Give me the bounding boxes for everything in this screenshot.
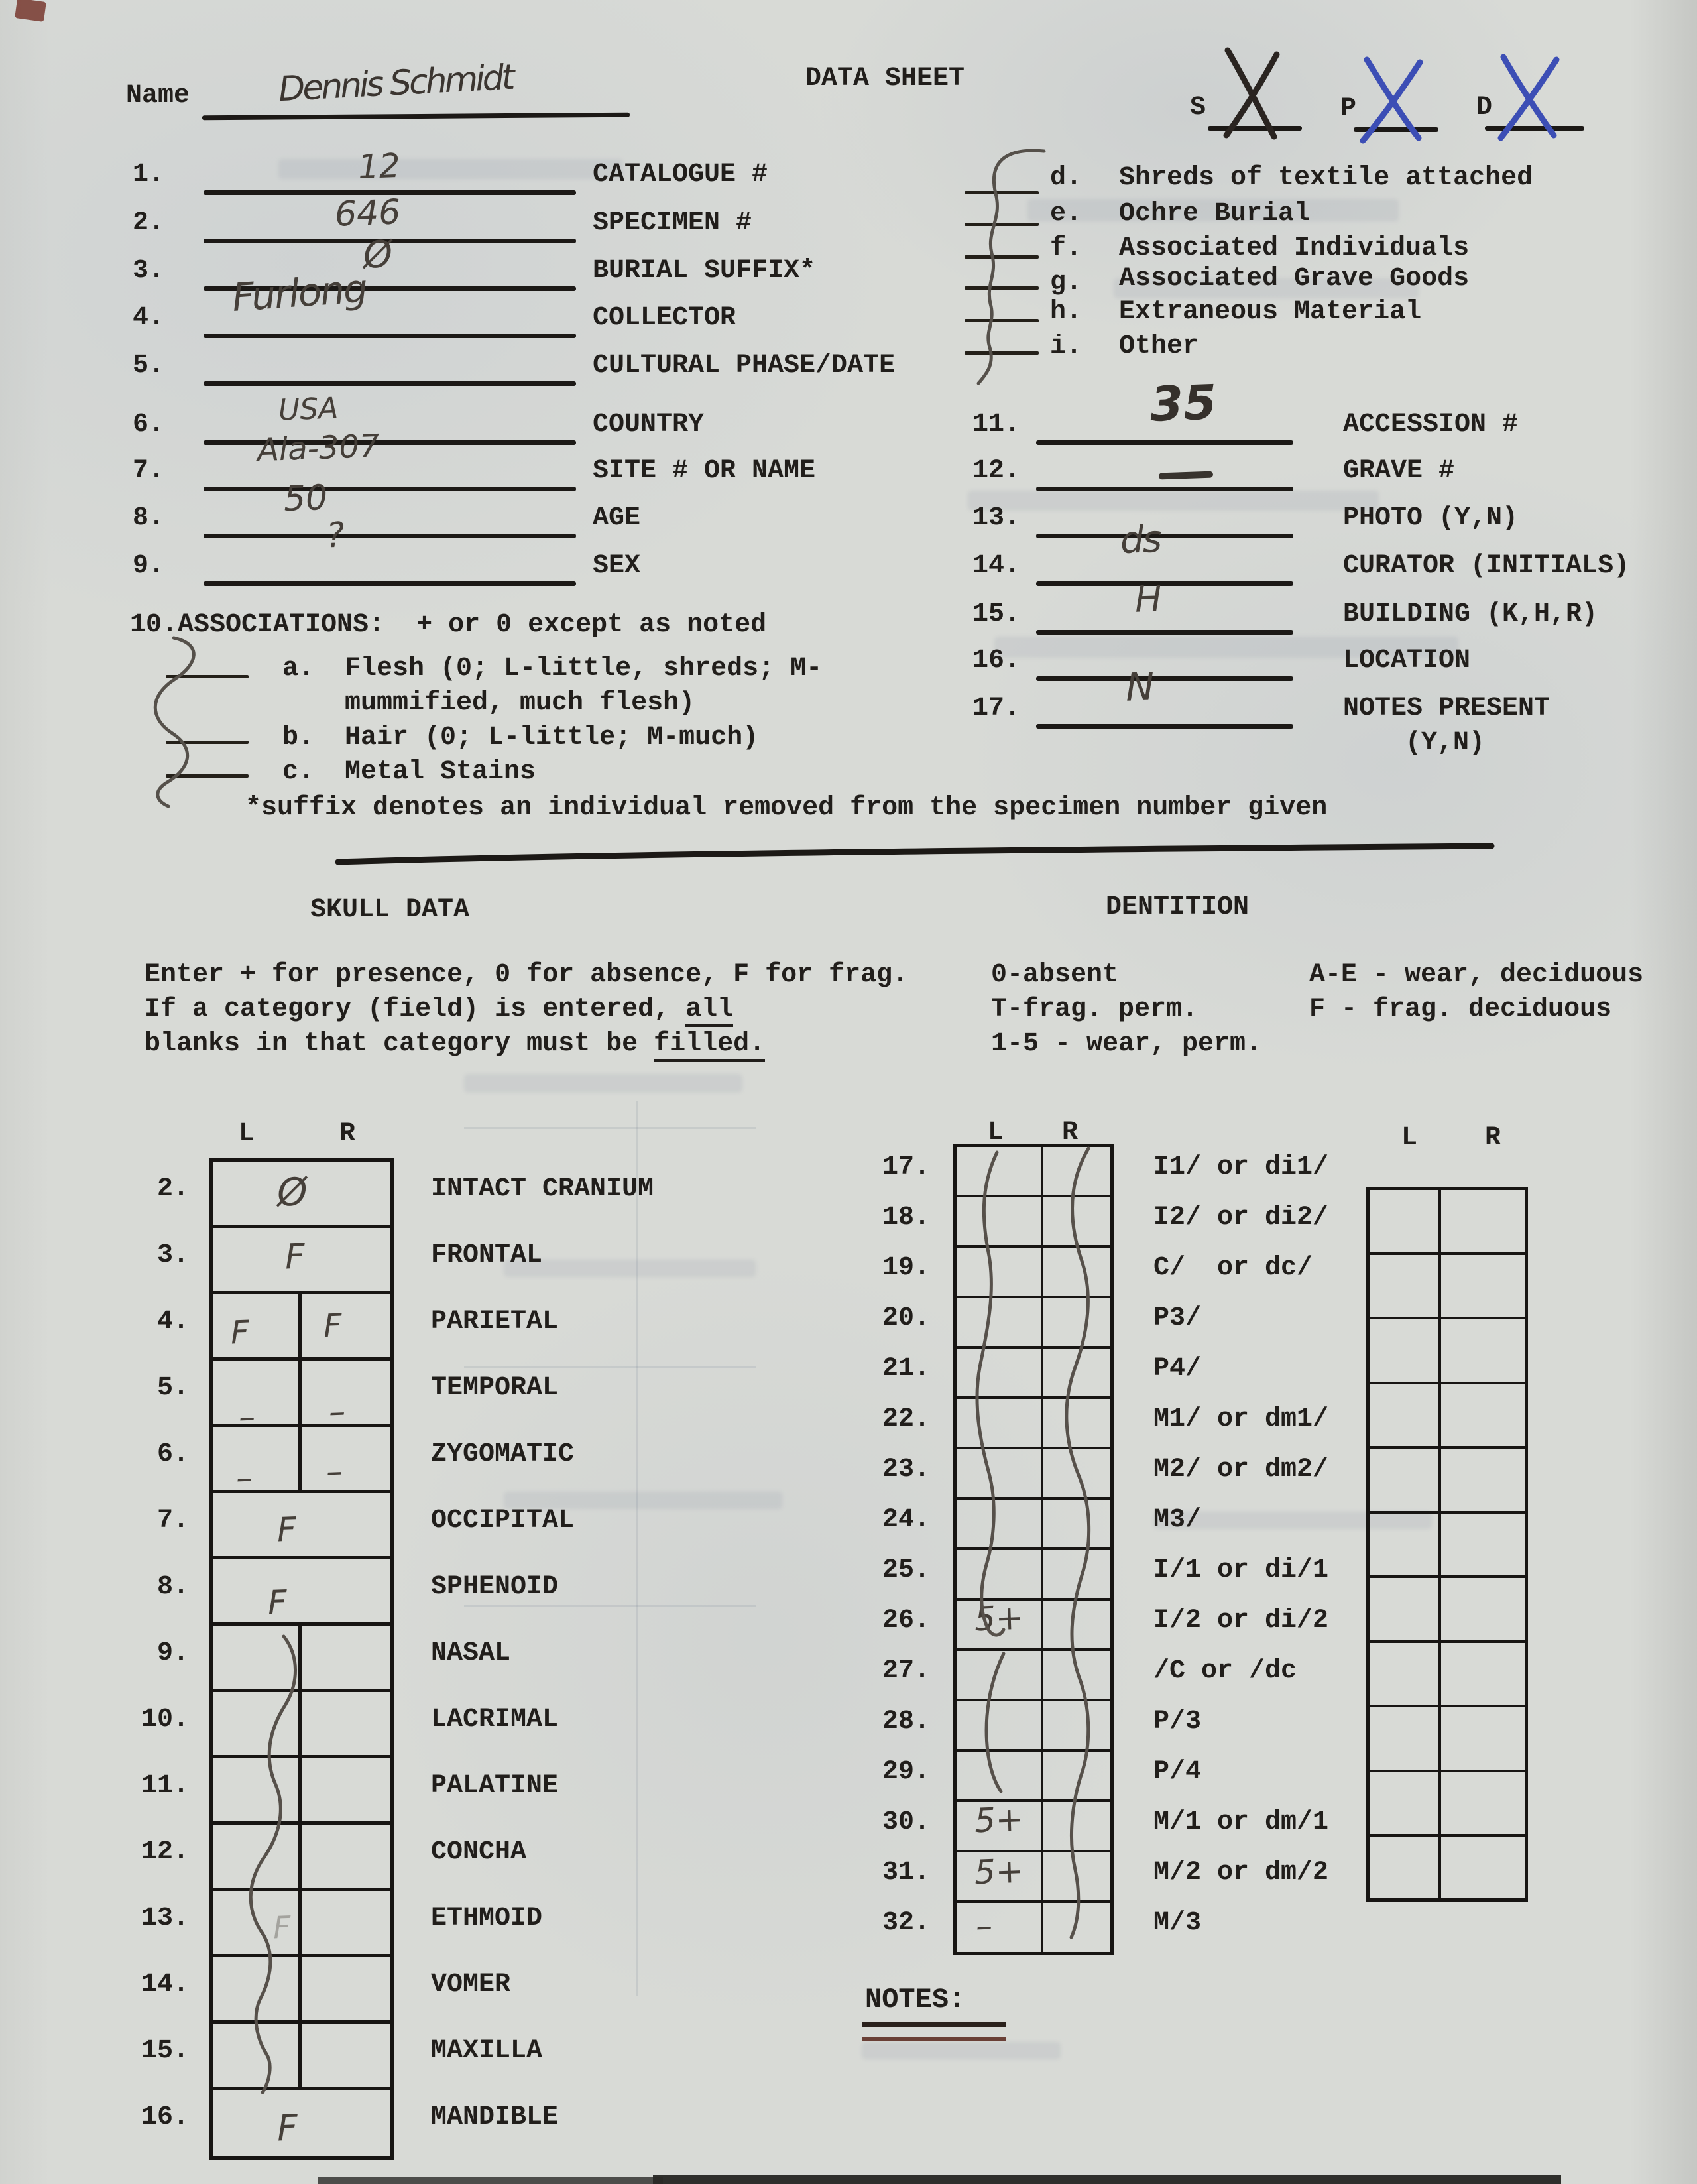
field-value-handwritten: 646 xyxy=(333,192,402,235)
skull-row-label: INTACT CRANIUM xyxy=(431,1174,654,1204)
field-label: PHOTO (Y,N) xyxy=(1343,503,1519,533)
side-cell-row xyxy=(1370,1384,1525,1449)
side-cell-row xyxy=(1370,1643,1525,1708)
dentition-legend: A-E - wear, deciduous xyxy=(1309,960,1644,990)
skull-row-label: FRONTAL xyxy=(431,1241,543,1270)
skull-row-number: 7. xyxy=(156,1506,189,1536)
skull-row-label: TEMPORAL xyxy=(431,1373,559,1403)
dentition-row-label: M1/ or dm1/ xyxy=(1153,1404,1329,1434)
skull-instruction-line2 xyxy=(145,995,733,1025)
skull-cell-row xyxy=(213,1692,390,1758)
field-value-handwritten: Ala-307 xyxy=(257,427,380,469)
side-cell-row xyxy=(1370,1319,1525,1384)
assoc-label: Shreds of textile attached xyxy=(1119,163,1533,193)
dentition-row-number: 25. xyxy=(882,1555,930,1585)
field-number: 8. xyxy=(133,503,165,533)
suffix-footnote: *suffix denotes an individual removed from the specimen number given xyxy=(245,793,1328,823)
pencil-brace-a-b-c xyxy=(155,638,194,806)
skull-table xyxy=(209,1158,394,2160)
field-value-handwritten: 12 xyxy=(357,146,401,187)
dentition-row-number: 29. xyxy=(882,1757,930,1787)
skull-value-r: F xyxy=(323,1307,343,1345)
dentition-cell-row xyxy=(957,1197,1110,1248)
bleed-smudge xyxy=(862,2042,1061,2059)
field-label: CULTURAL PHASE/DATE xyxy=(593,351,896,381)
mark-p-line xyxy=(1354,127,1438,132)
skull-cell-row xyxy=(213,2090,390,2156)
dentition-cell-row xyxy=(957,1651,1110,1701)
field-label: BURIAL SUFFIX* xyxy=(593,256,816,286)
assoc-letter: i. xyxy=(1050,332,1083,361)
field-number: 2. xyxy=(133,208,165,238)
mark-d-label: D xyxy=(1476,93,1493,123)
side-cell-row xyxy=(1370,1190,1525,1255)
assoc-blank-line xyxy=(965,351,1039,355)
dentition-cell-row xyxy=(957,1701,1110,1752)
assoc-blank-line xyxy=(166,675,249,678)
dentition-row-number: 30. xyxy=(882,1807,930,1837)
dentition-row-number: 28. xyxy=(882,1707,930,1736)
skull-row-number: 13. xyxy=(141,1904,189,1933)
field-line xyxy=(1036,724,1293,729)
assoc-letter: b. xyxy=(282,723,315,753)
dentition-cell-row xyxy=(957,1550,1110,1601)
skull-value: F xyxy=(284,1237,306,1278)
field-line xyxy=(1036,487,1293,491)
assoc-letter: a. xyxy=(282,654,315,684)
assoc-letter: f. xyxy=(1050,233,1083,263)
skull-data-title: SKULL DATA xyxy=(310,895,470,925)
dentition-value-l: 5+ xyxy=(974,1598,1024,1639)
page-title: DATA SHEET xyxy=(805,64,965,93)
assoc-blank-line xyxy=(166,774,249,778)
dentition-row-number: 17. xyxy=(882,1152,930,1182)
side-cell-row xyxy=(1370,1449,1525,1514)
skull-instruction-line3 xyxy=(145,1029,765,1060)
dentition-row-labels xyxy=(1153,1144,1328,1950)
field-line xyxy=(204,534,576,538)
dentition-cell-row xyxy=(957,1349,1110,1399)
assoc-label: Ochre Burial xyxy=(1119,199,1311,229)
dentition-row-label: P/4 xyxy=(1153,1757,1202,1787)
mark-p-x-icon xyxy=(1367,60,1419,138)
field-number: 7. xyxy=(133,456,165,486)
dentition-row-label: P/3 xyxy=(1153,1707,1202,1736)
dentition-row-label: M/2 or dm/2 xyxy=(1153,1858,1329,1888)
assoc-label: Flesh (0; L-little, shreds; M- xyxy=(345,654,823,684)
skull-row-number: 5. xyxy=(156,1373,189,1403)
assoc-letter: e. xyxy=(1050,199,1083,229)
field-label: AGE xyxy=(593,503,641,533)
field-line xyxy=(1036,630,1293,635)
footnote-rule xyxy=(338,846,1492,862)
assoc-letter: g. xyxy=(1050,268,1083,298)
scan-edge-bottom xyxy=(653,2175,1561,2184)
skull-row-label: MAXILLA xyxy=(431,2036,543,2066)
field-label: COLLECTOR xyxy=(593,303,736,333)
skull-value-r: – xyxy=(327,1392,347,1431)
field-line xyxy=(1036,440,1293,445)
field-value-dash xyxy=(1159,471,1213,480)
dentition-row-number: 22. xyxy=(882,1404,930,1434)
skull-row-number: 3. xyxy=(156,1241,189,1270)
skull-value: Ø xyxy=(276,1169,308,1215)
side-table xyxy=(1366,1187,1528,1902)
assoc-blank-line xyxy=(965,191,1039,194)
skull-row-number: 14. xyxy=(141,1970,189,2000)
dentition-row-label: I/2 or di/2 xyxy=(1153,1606,1329,1636)
assoc-blank-line xyxy=(965,223,1039,226)
assoc-letter: c. xyxy=(282,757,315,787)
dentition-row-number: 23. xyxy=(882,1455,930,1485)
field-number: 6. xyxy=(133,410,165,440)
dentition-cell-row xyxy=(957,1449,1110,1500)
dentition-row-number: 24. xyxy=(882,1505,930,1535)
field-number: 16. xyxy=(972,646,1021,676)
skull-row-label: MANDIBLE xyxy=(431,2102,559,2132)
field-line xyxy=(1036,676,1293,681)
dentition-cell-row xyxy=(957,1500,1110,1550)
skull-row-label: CONCHA xyxy=(431,1837,527,1867)
skull-row-number: 11. xyxy=(141,1771,189,1801)
skull-value: F xyxy=(276,1510,297,1549)
skull-row-label: SPHENOID xyxy=(431,1572,559,1602)
dentition-row-label: C/ or dc/ xyxy=(1153,1253,1313,1283)
dentition-cell-row xyxy=(957,1298,1110,1349)
name-signature: Dennis Schmidt xyxy=(277,57,514,110)
field-value-handwritten: Ø xyxy=(362,233,394,277)
field-number: 15. xyxy=(972,599,1021,629)
skull-cell-row xyxy=(213,1626,390,1692)
field-value-handwritten: 35 xyxy=(1149,374,1218,432)
notes-label: NOTES: xyxy=(865,1984,966,2016)
field-line xyxy=(204,487,576,491)
field-value-handwritten: ? xyxy=(325,515,345,556)
side-cell-row xyxy=(1370,1837,1525,1902)
field-number: 17. xyxy=(972,694,1021,723)
field-label: SPECIMEN # xyxy=(593,208,752,238)
side-cell-row xyxy=(1370,1514,1525,1579)
dentition-row-number: 19. xyxy=(882,1253,930,1283)
dentition-row-number: 31. xyxy=(882,1858,930,1888)
mark-s-line xyxy=(1208,126,1302,131)
side-cell-row xyxy=(1370,1255,1525,1320)
skull-row-number: 10. xyxy=(141,1705,189,1734)
skull-row-label: VOMER xyxy=(431,1970,511,2000)
field-label: GRAVE # xyxy=(1343,456,1455,486)
instr2a: If a category (field) is entered, xyxy=(145,995,686,1024)
bleed-smudge xyxy=(464,1074,742,1093)
field-value-handwritten: ds xyxy=(1119,517,1161,563)
field-number: 3. xyxy=(133,256,165,286)
side-col-l-header: L xyxy=(1401,1123,1418,1153)
skull-cell-row xyxy=(213,1891,390,1957)
skull-row-number: 12. xyxy=(141,1837,189,1867)
field-number: 9. xyxy=(133,551,165,581)
assoc-label: Associated Individuals xyxy=(1119,233,1470,263)
field-label: SEX xyxy=(593,551,641,581)
scan-edge-bottom xyxy=(318,2177,663,2184)
skull-value: F xyxy=(266,1583,288,1622)
skull-cell-row xyxy=(213,1493,390,1559)
skull-row-labels xyxy=(431,1158,654,2152)
assoc-blank-line xyxy=(166,741,249,744)
field-number: 11. xyxy=(972,410,1021,440)
dentition-row-label: M3/ xyxy=(1153,1505,1202,1535)
assoc-blank-line xyxy=(965,255,1039,259)
dentition-row-numbers xyxy=(858,1144,930,1950)
field-label: CURATOR (INITIALS) xyxy=(1343,551,1630,581)
skull-row-number: 16. xyxy=(141,2102,189,2132)
mark-d-x-icon xyxy=(1503,57,1554,135)
assoc-label: Associated Grave Goods xyxy=(1119,264,1470,294)
assoc-label: Extraneous Material xyxy=(1119,297,1422,327)
instr3b-underlined: filled. xyxy=(654,1029,765,1062)
field-line xyxy=(204,334,576,338)
bleed-smudge xyxy=(278,159,623,179)
instr2b-underlined: all xyxy=(685,995,733,1027)
instr3a: blanks in that category must be xyxy=(145,1029,654,1059)
skull-row-label: NASAL xyxy=(431,1638,511,1668)
dentition-row-label: I2/ or di2/ xyxy=(1153,1203,1329,1233)
dentition-row-label: I/1 or di/1 xyxy=(1153,1555,1329,1585)
dentition-row-number: 26. xyxy=(882,1606,930,1636)
name-label: Name xyxy=(126,81,190,111)
bleed-table-line xyxy=(464,1127,756,1129)
name-line xyxy=(202,113,630,121)
field-number: 14. xyxy=(972,551,1021,581)
skull-row-number: 15. xyxy=(141,2036,189,2066)
assoc-blank-line xyxy=(965,319,1039,322)
dentition-legend: F - frag. deciduous xyxy=(1309,995,1612,1024)
assoc-label: Hair (0; L-little; M-much) xyxy=(345,723,759,753)
dentition-legend: 0-absent xyxy=(991,960,1119,990)
skull-instruction-line1: Enter + for presence, 0 for absence, F for frag. xyxy=(145,960,909,990)
skull-row-number: 2. xyxy=(156,1174,189,1204)
dentition-row-label: P3/ xyxy=(1153,1304,1202,1333)
field-value-handwritten: Furlong xyxy=(230,266,368,320)
skull-row-number: 6. xyxy=(156,1439,189,1469)
dentition-title: DENTITION xyxy=(1106,892,1250,922)
field-line xyxy=(1036,581,1293,586)
field-value-handwritten: 50 xyxy=(282,477,329,520)
field-line xyxy=(204,381,576,386)
field-label: BUILDING (K,H,R) xyxy=(1343,599,1598,629)
field-number: 5. xyxy=(133,351,165,381)
skull-row-number: 9. xyxy=(156,1638,189,1668)
field-number: 12. xyxy=(972,456,1021,486)
dentition-row-label: M2/ or dm2/ xyxy=(1153,1455,1329,1485)
assoc-blank-line xyxy=(965,286,1039,290)
assoc-letter: h. xyxy=(1050,297,1083,327)
field-label-cont: (Y,N) xyxy=(1405,728,1486,758)
field-label: COUNTRY xyxy=(593,410,705,440)
dentition-row-number: 32. xyxy=(882,1908,930,1938)
field-label: SITE # OR NAME xyxy=(593,456,816,486)
bleed-smudge xyxy=(968,491,1379,511)
dentition-legend: 1-5 - wear, perm. xyxy=(991,1029,1262,1059)
dentition-cell-row xyxy=(957,1147,1110,1197)
skull-row-numbers xyxy=(119,1158,189,2152)
skull-cell-row xyxy=(213,1559,390,1626)
skull-value-l: – xyxy=(235,1458,254,1498)
skull-value: F xyxy=(276,2106,299,2150)
field-value-handwritten: USA xyxy=(278,391,339,428)
skull-row-label: OCCIPITAL xyxy=(431,1506,575,1536)
side-cell-row xyxy=(1370,1772,1525,1837)
dentition-row-label: M/3 xyxy=(1153,1908,1202,1938)
skull-col-r-header: R xyxy=(339,1119,356,1149)
skull-cell-row xyxy=(213,1957,390,2024)
dentition-col-r-header: R xyxy=(1062,1118,1079,1148)
mark-d-line xyxy=(1485,126,1584,131)
assoc-label: Metal Stains xyxy=(345,757,536,787)
pencil-brace-d-i xyxy=(978,151,1044,383)
skull-row-label: PALATINE xyxy=(431,1771,559,1801)
dentition-legend: T-frag. perm. xyxy=(991,995,1199,1024)
scan-mark-top-left xyxy=(15,0,46,22)
assoc-label-cont: mummified, much flesh) xyxy=(345,688,695,718)
field-number: 1. xyxy=(133,160,165,190)
dentition-row-label: P4/ xyxy=(1153,1354,1202,1384)
dentition-row-label: I1/ or di1/ xyxy=(1153,1152,1329,1182)
mark-s-x-icon xyxy=(1228,50,1274,137)
skull-row-label: ETHMOID xyxy=(431,1904,543,1933)
skull-cell-row xyxy=(213,2024,390,2090)
notes-underline-2 xyxy=(862,2037,1006,2041)
dentition-row-number: 18. xyxy=(882,1203,930,1233)
skull-row-number: 4. xyxy=(156,1307,189,1337)
skull-value-faint: F xyxy=(272,1909,292,1946)
skull-value-r: – xyxy=(325,1451,344,1491)
field-label: LOCATION xyxy=(1343,646,1471,676)
side-cell-row xyxy=(1370,1578,1525,1643)
mark-s-label: S xyxy=(1190,93,1206,123)
skull-row-number: 8. xyxy=(156,1572,189,1602)
associations-heading: 10.ASSOCIATIONS: + or 0 except as noted xyxy=(130,610,767,640)
notes-underline xyxy=(862,2022,1006,2027)
skull-cell-row xyxy=(213,1758,390,1825)
dentition-cell-row xyxy=(957,1248,1110,1298)
field-line xyxy=(1036,534,1293,538)
dentition-row-label: /C or /dc xyxy=(1153,1656,1297,1686)
field-value-handwritten: H xyxy=(1134,577,1163,621)
skull-row-label: ZYGOMATIC xyxy=(431,1439,575,1469)
assoc-label: Other xyxy=(1119,332,1199,361)
side-cell-row xyxy=(1370,1707,1525,1772)
side-col-r-header: R xyxy=(1485,1123,1501,1153)
field-number: 4. xyxy=(133,303,165,333)
dentition-value-l: – xyxy=(974,1906,994,1946)
field-number: 13. xyxy=(972,503,1021,533)
skull-row-label: PARIETAL xyxy=(431,1307,559,1337)
dentition-row-number: 20. xyxy=(882,1304,930,1333)
dentition-value-l: 5+ xyxy=(974,1799,1024,1841)
dentition-cell-row xyxy=(957,1399,1110,1449)
dentition-col-l-header: L xyxy=(988,1118,1004,1148)
dentition-row-number: 27. xyxy=(882,1656,930,1686)
dentition-row-label: M/1 or dm/1 xyxy=(1153,1807,1329,1837)
dentition-row-number: 21. xyxy=(882,1354,930,1384)
field-value-handwritten: N xyxy=(1124,664,1155,710)
mark-p-label: P xyxy=(1340,94,1357,124)
skull-row-label: LACRIMAL xyxy=(431,1705,559,1734)
dentition-cell-row xyxy=(957,1752,1110,1802)
mark-s-x-icon xyxy=(1226,54,1277,135)
field-label: ACCESSION # xyxy=(1343,410,1519,440)
skull-cell-row xyxy=(213,1825,390,1891)
dentition-value-l: 5+ xyxy=(974,1851,1024,1892)
skull-value-l: – xyxy=(237,1397,257,1437)
field-label: NOTES PRESENT xyxy=(1343,694,1551,723)
assoc-letter: d. xyxy=(1050,163,1083,193)
field-label: CATALOGUE # xyxy=(593,160,768,190)
field-line xyxy=(204,581,576,586)
skull-col-l-header: L xyxy=(239,1119,255,1149)
skull-value-l: F xyxy=(230,1313,250,1352)
